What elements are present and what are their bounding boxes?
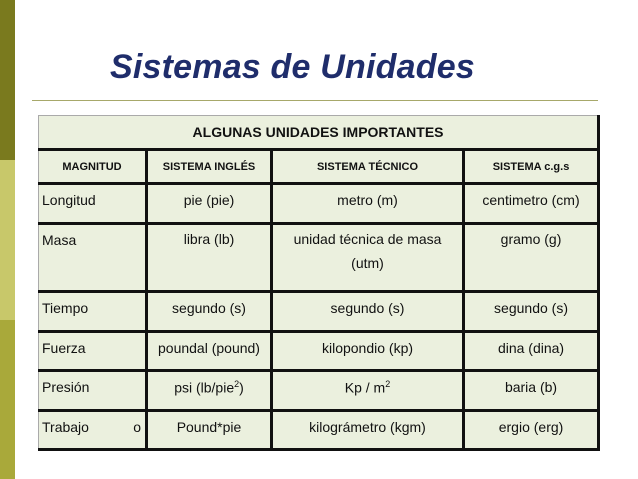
cell-magnitud: Longitud — [39, 184, 147, 223]
cell-ingles: libra (lb) — [147, 223, 272, 291]
tecnico-base-text: Kp / m — [344, 379, 386, 396]
cell-cgs: gramo (g) — [464, 223, 599, 291]
cell-magnitud: Fuerza — [39, 331, 147, 370]
table-row — [39, 410, 599, 449]
cell-cgs: ergio (erg) — [464, 410, 599, 449]
table-row — [39, 292, 599, 331]
cell-tecnico — [272, 371, 464, 410]
magnitud-extra-text: o — [133, 418, 141, 435]
cell-tecnico: kilopondio (kp) — [272, 331, 464, 370]
cell-tecnico: metro (m) — [272, 184, 464, 223]
ingles-base-text: psi (lb/pie — [174, 379, 235, 396]
table-header: ALGUNAS UNIDADES IMPORTANTES — [39, 116, 599, 150]
cell-ingles: pie (pie) — [147, 184, 272, 223]
cell-ingles: poundal (pound) — [147, 331, 272, 370]
cell-ingles: segundo (s) — [147, 292, 272, 331]
side-bar-dark — [0, 0, 15, 160]
table-row — [39, 184, 599, 223]
ingles-exponent: 2 — [234, 379, 240, 390]
units-table — [38, 115, 598, 451]
table-row — [39, 223, 599, 291]
cell-cgs: segundo (s) — [464, 292, 599, 331]
cell-tecnico: unidad técnica de masa (utm) — [272, 223, 464, 291]
cell-tecnico: kilográmetro (kgm) — [272, 410, 464, 449]
cell-cgs: centimetro (cm) — [464, 184, 599, 223]
column-header-magnitud: MAGNITUD — [39, 150, 147, 184]
side-bar-mid — [0, 320, 15, 479]
tecnico-exponent: 2 — [385, 379, 391, 390]
cell-magnitud — [39, 410, 147, 449]
cell-magnitud: Presión — [39, 371, 147, 410]
table-row — [39, 371, 599, 410]
cell-ingles: Pound*pie — [147, 410, 272, 449]
cell-cgs: dina (dina) — [464, 331, 599, 370]
cell-ingles — [147, 371, 272, 410]
title-divider — [32, 100, 598, 101]
magnitud-text: Trabajo — [42, 418, 89, 435]
cell-magnitud: Tiempo — [39, 292, 147, 331]
column-header-tecnico: SISTEMA TÉCNICO — [272, 150, 464, 184]
column-header-cgs: SISTEMA c.g.s — [464, 150, 599, 184]
slide-title: Sistemas de Unidades — [110, 48, 475, 86]
cell-magnitud: Masa — [39, 223, 147, 291]
ingles-close-text: ) — [239, 379, 244, 396]
cell-cgs: baria (b) — [464, 371, 599, 410]
cell-tecnico: segundo (s) — [272, 292, 464, 331]
side-bar-light — [0, 160, 15, 320]
table-row — [39, 331, 599, 370]
column-header-ingles: SISTEMA INGLÉS — [147, 150, 272, 184]
